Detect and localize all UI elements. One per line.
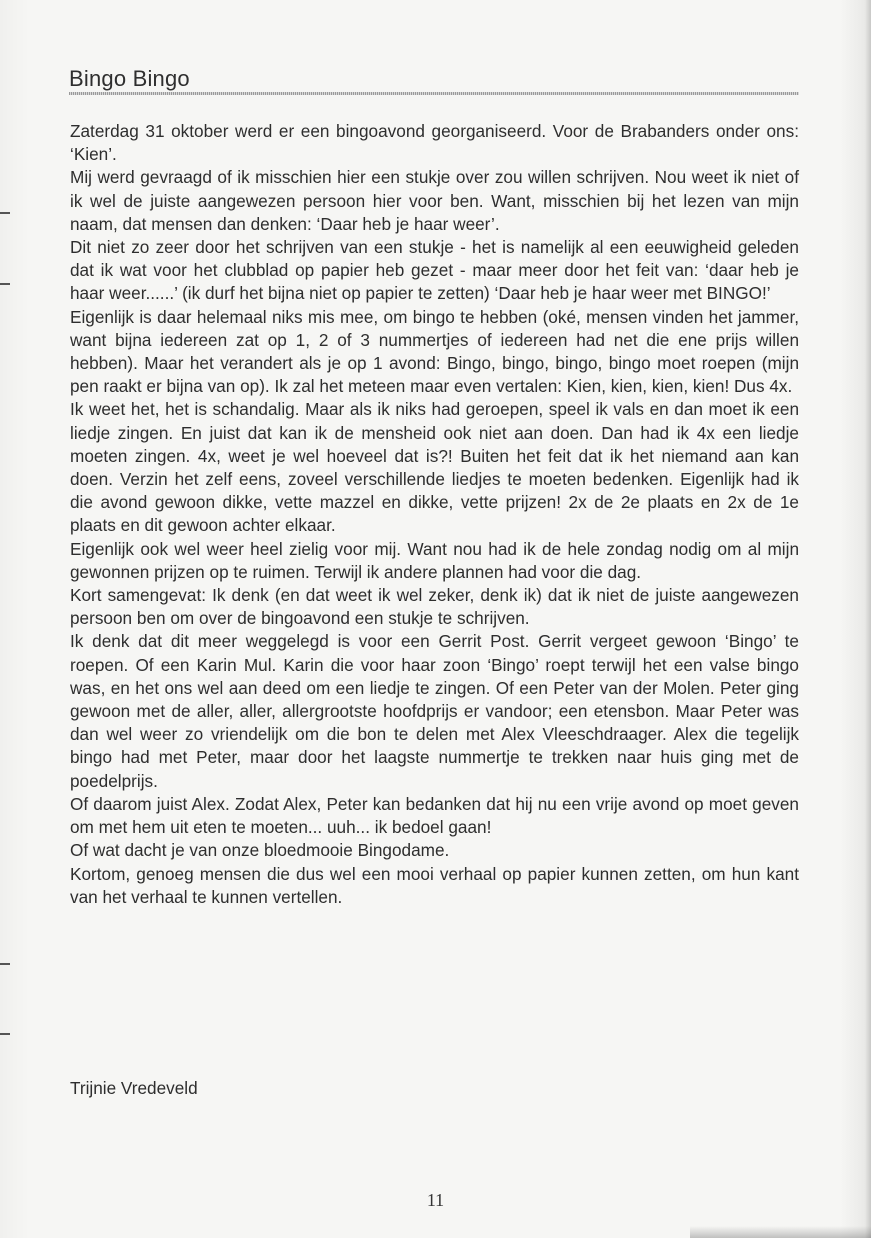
paragraph: Zaterdag 31 oktober werd er een bingoavond georganiseerd. Voor de Brabanders onder ons: ‘Kien’.	[70, 121, 799, 165]
page-curl-shadow	[690, 1226, 871, 1238]
paragraph: Mij werd gevraagd of ik misschien hier een stukje over zou willen schrijven. Nou weet ik niet of ik wel de juiste aangewezen persoon hier voor ben. Want, misschien bij het lezen van mijn naam, dat mensen dan denken: ‘Daar heb je haar weer’.	[70, 167, 799, 234]
punch-mark	[0, 1033, 10, 1035]
page-edge-shadow	[865, 0, 871, 1238]
article-title: Bingo Bingo	[69, 66, 190, 91]
paragraph: Dit niet zo zeer door het schrijven van een stukje - het is namelijk al een eeuwigheid geleden dat ik wat voor het clubblad op papier heb gezet - maar meer door het feit van: ‘daar heb je haar weer......’ (ik durf het bijna niet op papier te zetten) ‘Daar heb je haar weer met BINGO!’	[70, 237, 799, 304]
paragraph: Kortom, genoeg mensen die dus wel een mooi verhaal op papier kunnen zetten, om hun kant van het verhaal te kunnen vertellen.	[70, 863, 799, 907]
article-body	[70, 120, 799, 909]
paragraph: Kort samengevat: Ik denk (en dat weet ik wel zeker, denk ik) dat ik niet de juiste aangewezen persoon ben om over de bingoavond een stukje te schrijven.	[70, 585, 799, 629]
paragraph: Eigenlijk is daar helemaal niks mis mee, om bingo te hebben (oké, mensen vinden het jammer, want bijna iedereen zat op 1, 2 of 3 nummertjes of iedereen had net die ene prijs willen hebben). Maar het verandert als je op 1 avond: Bingo, bingo, bingo, bingo moet roepen (mijn pen raakt er bijna van op). Ik zal het meteen maar even vertalen: Kien, kien, kien, kien! Dus 4x.	[70, 306, 799, 397]
punch-mark	[0, 283, 10, 285]
author-signature: Trijnie Vredeveld	[70, 1078, 198, 1098]
paragraph: Ik denk dat dit meer weggelegd is voor een Gerrit Post. Gerrit vergeet gewoon ‘Bingo’ te roepen. Of een Karin Mul. Karin die voor haar zoon ‘Bingo’ roept terwijl het een valse bingo was, en het ons wel aan deed om een liedje te zingen. Of een Peter van der Molen. Peter ging gewoon met de aller, aller, allergrootste hoofdprijs er vandoor; een etensbon. Maar Peter was dan wel weer zo vriendelijk om die bon te delen met Alex Vleeschdraager. Alex die tegelijk bingo had met Peter, maar door het laagste nummertje te trekken naar huis ging met de poedelprijs.	[70, 631, 799, 791]
punch-mark	[0, 212, 10, 214]
title-underline	[69, 92, 799, 95]
paragraph: Eigenlijk ook wel weer heel zielig voor mij. Want nou had ik de hele zondag nodig om al mijn gewonnen prijzen op te ruimen. Terwijl ik andere plannen had voor die dag.	[70, 538, 799, 582]
paragraph: Of wat dacht je van onze bloedmooie Bingodame.	[70, 840, 450, 861]
page-number: 11	[426, 1190, 445, 1210]
paragraph: Ik weet het, het is schandalig. Maar als ik niks had geroepen, speel ik vals en dan moet ik een liedje zingen. En juist dat kan ik de mensheid ook niet aan doen. Dan had ik 4x een liedje moeten zingen. 4x, weet je wel hoeveel dat is?! Buiten het feit dat ik het niemand aan kan doen. Verzin het zelf eens, zoveel verschillende liedjes te moeten bedenken. Eigenlijk had ik die avond gewoon dikke, vette mazzel en dikke, vette prijzen! 2x de 2e plaats en 2x de 1e plaats en dit gewoon achter elkaar.	[70, 399, 799, 536]
paragraph: Of daarom juist Alex. Zodat Alex, Peter kan bedanken dat hij nu een vrije avond op moet geven om met hem uit eten te moeten... uuh... ik bedoel gaan!	[70, 793, 799, 838]
punch-mark	[0, 963, 10, 965]
